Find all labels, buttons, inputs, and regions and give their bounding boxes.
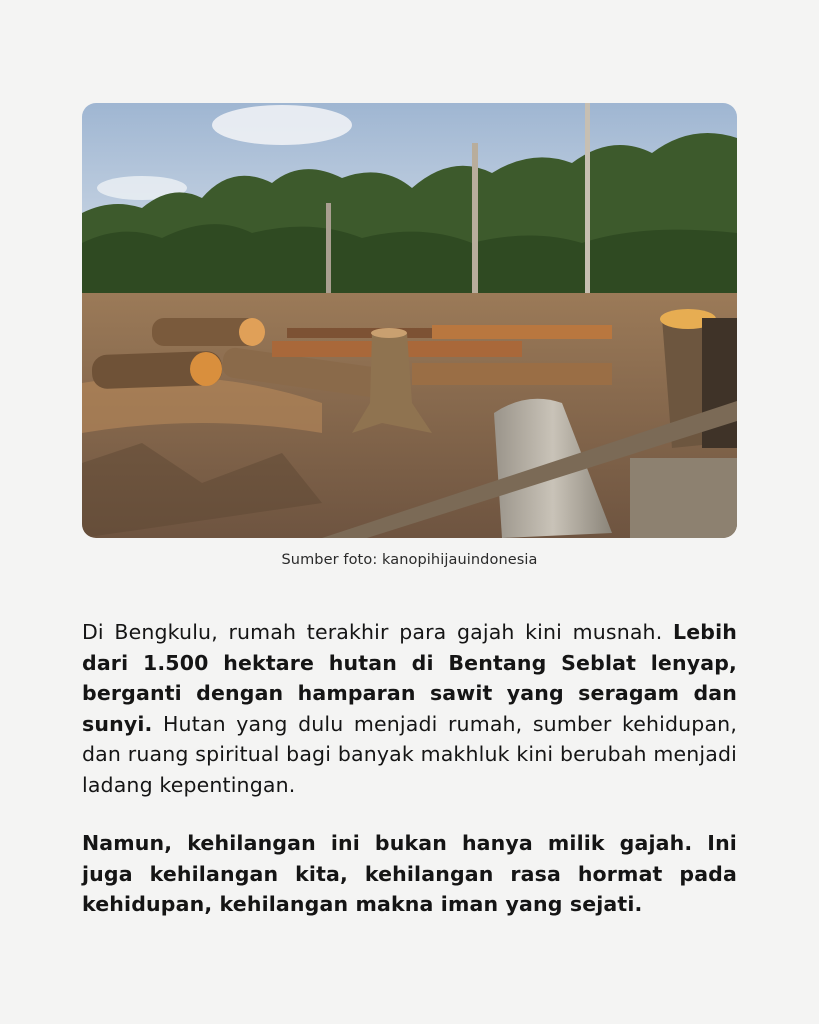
paragraph-intro-lead: Di Bengkulu, rumah terakhir para gajah kini musnah. — [82, 620, 663, 644]
paragraph-intro-rest: Hutan yang dulu menjadi rumah, sumber kehidupan, dan ruang spiritual bagi banyak makhluk kini berubah menjadi ladang kepentingan. — [82, 711, 737, 797]
photo-caption: Sumber foto: kanopihijauindonesia — [281, 552, 538, 568]
photo-illustration — [82, 103, 737, 538]
paragraph-intro-bold: Lebih dari 1.500 hektare hutan di Bentang Seblat lenyap, berganti dengan hamparan sawit yang seragam dan sunyi. — [82, 620, 737, 736]
deforestation-photo — [82, 103, 737, 538]
paragraph-intro — [82, 617, 737, 800]
paragraph-closing-bold: Namun, kehilangan ini bukan hanya milik gajah. Ini juga kehilangan kita, kehilangan rasa hormat pada kehidupan, kehilangan makna iman yang sejati. — [82, 831, 737, 916]
paragraph-closing — [82, 828, 737, 920]
